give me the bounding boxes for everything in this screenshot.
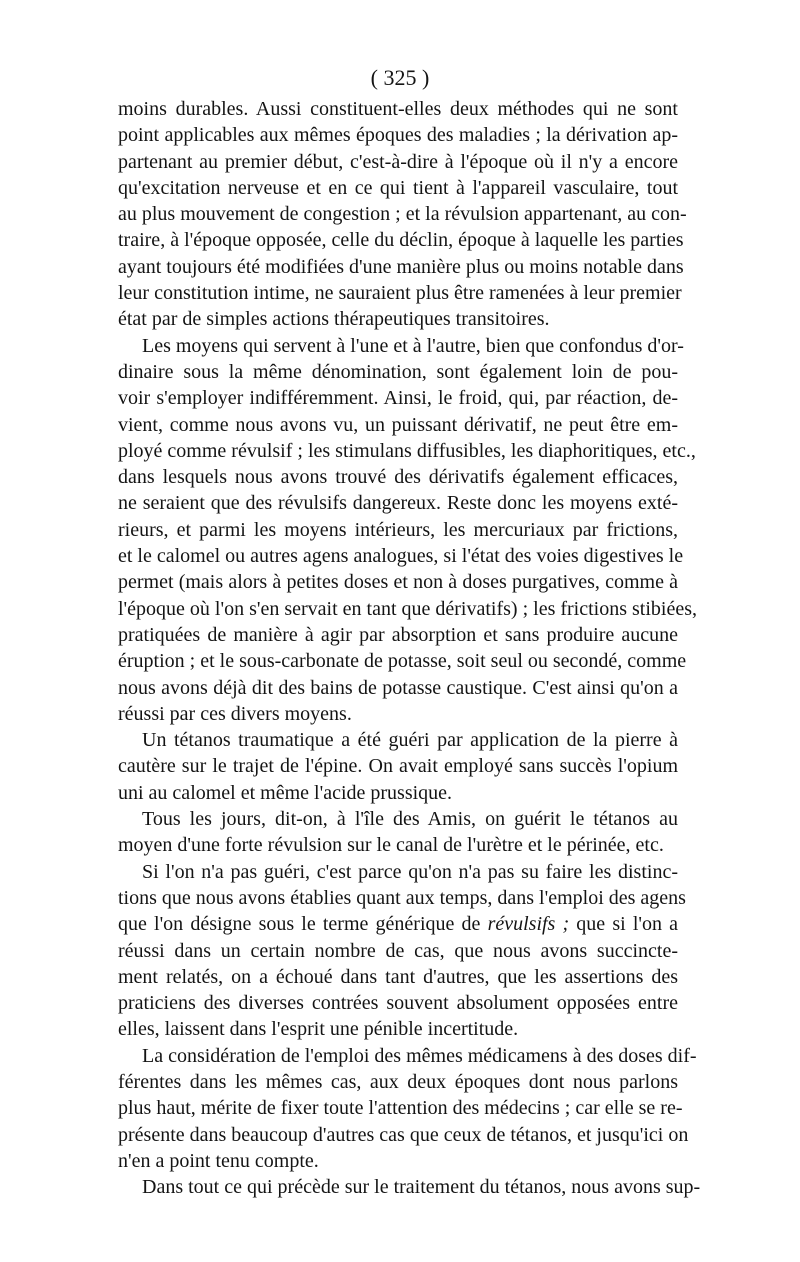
text-line: vient, comme nous avons vu, un puissant dérivatif, ne peut être em- (118, 413, 678, 436)
text-line: leur constitution intime, ne sauraient plus être ramenées à leur premier (118, 282, 682, 305)
paragraph (118, 859, 686, 1043)
text-line: moyen d'une forte révulsion sur le canal de l'urètre et le périnée, etc. (118, 834, 664, 857)
text-line: moins durables. Aussi constituent-elles deux méthodes qui ne sont (118, 98, 678, 120)
text-line: permet (mais alors à petites doses et non à doses purgatives, comme à (118, 571, 678, 594)
paragraph (118, 333, 697, 727)
page-number: ( 325 ) (370, 65, 430, 90)
text-line: réussi dans un certain nombre de cas, que nous avons succincte- (118, 939, 678, 962)
text-line: férentes dans les mêmes cas, aux deux époques dont nous parlons (118, 1070, 678, 1093)
text-line: nous avons déjà dit des bains de potasse caustique. C'est ainsi qu'on a (118, 676, 678, 699)
text-line: La considération de l'emploi des mêmes médicamens à des doses dif- (142, 1044, 697, 1067)
paragraph (118, 1174, 701, 1200)
text-line: ment relatés, on a échoué dans tant d'autres, que les assertions des (118, 965, 678, 988)
text-line: partenant au premier début, c'est-à-dire à l'époque où il n'y a encore (118, 150, 678, 173)
text-line: dans lesquels nous avons trouvé des dérivatifs également efficaces, (118, 466, 678, 489)
text-line: n'en a point tenu compte. (118, 1149, 319, 1172)
text-line: plus haut, mérite de fixer toute l'attention des médecins ; car elle se re- (118, 1097, 683, 1120)
text-line: dinaire sous la même dénomination, sont également loin de pou- (118, 360, 678, 383)
body-text (118, 96, 701, 1200)
text-line: présente dans beaucoup d'autres cas que ceux de tétanos, et jusqu'ici on (118, 1123, 689, 1146)
text-line: Si l'on n'a pas guéri, c'est parce qu'on n'a pas su faire les distinc- (142, 860, 678, 883)
text-line: rieurs, et parmi les moyens intérieurs, les mercuriaux par frictions, (118, 518, 678, 541)
text-line: Les moyens qui servent à l'une et à l'autre, bien que confondus d'or- (142, 334, 684, 357)
text-line: pratiquées de manière à agir par absorption et sans produire aucune (118, 623, 678, 646)
text-line: éruption ; et le sous-carbonate de potasse, soit seul ou secondé, comme (118, 650, 687, 673)
paragraph (118, 806, 678, 859)
text-line: praticiens des diverses contrées souvent absolument opposées entre (118, 992, 678, 1015)
text-line: et le calomel ou autres agens analogues, si l'état des voies digestives le (118, 545, 684, 568)
text-line: point applicables aux mêmes époques des maladies ; la dérivation ap- (118, 124, 678, 147)
text-line: ne seraient que des révulsifs dangereux. Reste donc les moyens exté- (118, 492, 678, 515)
text-line: l'époque où l'on s'en servait en tant que dérivatifs) ; les frictions stibiées, (118, 597, 697, 620)
text-line: état par de simples actions thérapeutiques transitoires. (118, 308, 550, 331)
text-line: cautère sur le trajet de l'épine. On avait employé sans succès l'opium (118, 755, 678, 778)
text-line: ayant toujours été modifiées d'une manière plus ou moins notable dans (118, 255, 684, 278)
text-line: que l'on désigne sous le terme générique de révulsifs ; que si l'on a (118, 913, 678, 936)
text-line: qu'excitation nerveuse et en ce qui tient à l'appareil vasculaire, tout (118, 176, 678, 199)
paragraph (118, 96, 687, 333)
text-line: traire, à l'époque opposée, celle du déclin, époque à laquelle les parties (118, 229, 684, 252)
text-line: elles, laissent dans l'esprit une pénible incertitude. (118, 1018, 519, 1041)
text-line: Dans tout ce qui précède sur le traitement du tétanos, nous avons sup- (142, 1176, 701, 1199)
text-line: uni au calomel et même l'acide prussique. (118, 781, 453, 804)
text-line: Un tétanos traumatique a été guéri par application de la pierre à (142, 729, 678, 752)
text-line: ployé comme révulsif ; les stimulans diffusibles, les diaphoritiques, etc., (118, 439, 696, 462)
paragraph (118, 1043, 697, 1174)
text-line: au plus mouvement de congestion ; et la révulsion appartenant, au con- (118, 203, 687, 226)
text-line: tions que nous avons établies quant aux temps, dans l'emploi des agens (118, 886, 686, 909)
text-line: voir s'employer indifféremment. Ainsi, le froid, qui, par réaction, de- (118, 387, 678, 410)
text-line: réussi par ces divers moyens. (118, 702, 352, 725)
text-line: Tous les jours, dit-on, à l'île des Amis, on guérit le tétanos au (142, 808, 678, 831)
paragraph (118, 727, 678, 806)
